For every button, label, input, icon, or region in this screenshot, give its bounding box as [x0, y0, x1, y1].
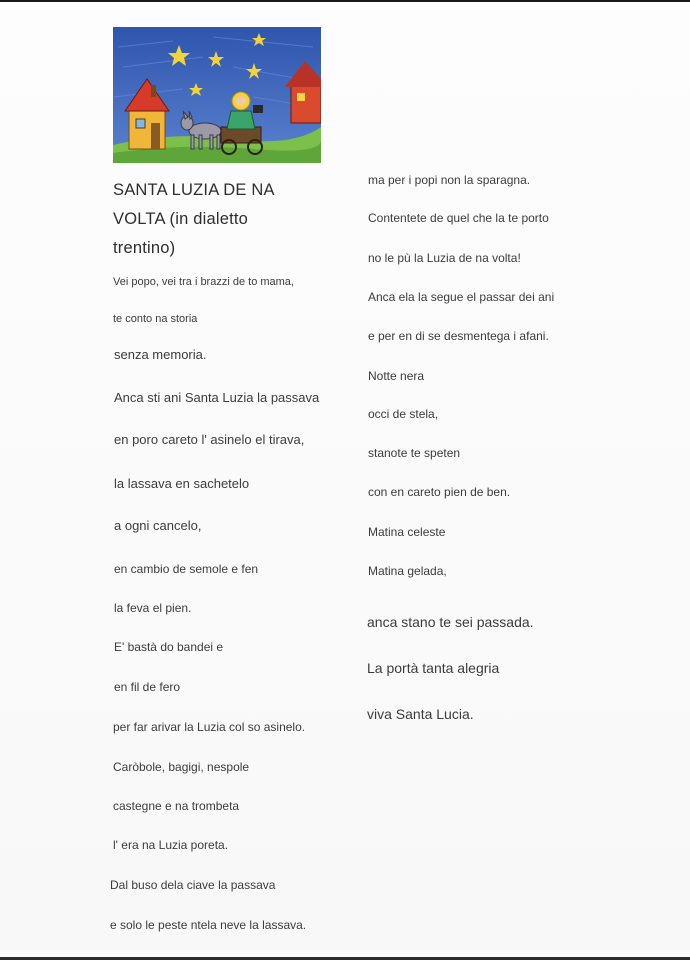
top-border [0, 0, 690, 2]
poem-title: SANTA LUZIA DE NA VOLTA (in dialetto trentino) [113, 181, 274, 257]
poem-line: Vei popo, vei tra i brazzi de to mama, [113, 276, 294, 288]
poem-line: e per en di se desmentega i afani. [368, 329, 549, 343]
poem-line: Matina celeste [368, 525, 446, 539]
poem-line: viva Santa Lucia. [367, 706, 474, 722]
drawing-icon [113, 27, 321, 163]
poem-line: l' era na Luzia poreta. [113, 838, 229, 852]
poem-line: en fil de fero [114, 680, 181, 694]
poem-line: La portà tanta alegria [367, 660, 500, 676]
poem-line: te conto na storia [113, 313, 198, 325]
poem-line: la feva el pien. [114, 601, 192, 615]
poem-line: occi de stela, [368, 407, 439, 421]
poem-line: en cambio de semole e fen [114, 562, 259, 576]
poem-line: a ogni cancelo, [114, 518, 202, 533]
poem-line: E' bastà do bandei e [114, 640, 224, 654]
poem-line: senza memoria. [114, 347, 207, 362]
poem-line: Anca sti ani Santa Luzia la passava [114, 390, 320, 405]
poem-line: Anca ela la segue el passar dei ani [368, 290, 555, 304]
santa-lucia-illustration [113, 27, 321, 163]
poem-line: en poro careto l' asinelo el tirava, [114, 432, 305, 447]
poem-line: Notte nera [368, 369, 425, 383]
poem-line: Caròbole, bagigi, nespole [113, 760, 250, 774]
poem-line: la lassava en sachetelo [114, 476, 250, 491]
poem-line: anca stano te sei passada. [367, 614, 534, 630]
poem-line: Matina gelada, [368, 564, 447, 578]
poem-line: Dal buso dela ciave la passava [110, 878, 276, 892]
poem-line: no le pù la Luzia de na volta! [368, 251, 521, 265]
poem-line: per far arivar la Luzia col so asinelo. [113, 720, 306, 734]
poem-line: castegne e na trombeta [113, 799, 240, 813]
poem-line: stanote te speten [368, 446, 461, 460]
poem-line: con en careto pien de ben. [368, 485, 511, 499]
poem-line: ma per i popi non la sparagna. [368, 173, 531, 187]
poem-line: Contentete de quel che la te porto [368, 211, 549, 225]
poem-line: e solo le peste ntela neve la lassava. [110, 918, 307, 932]
